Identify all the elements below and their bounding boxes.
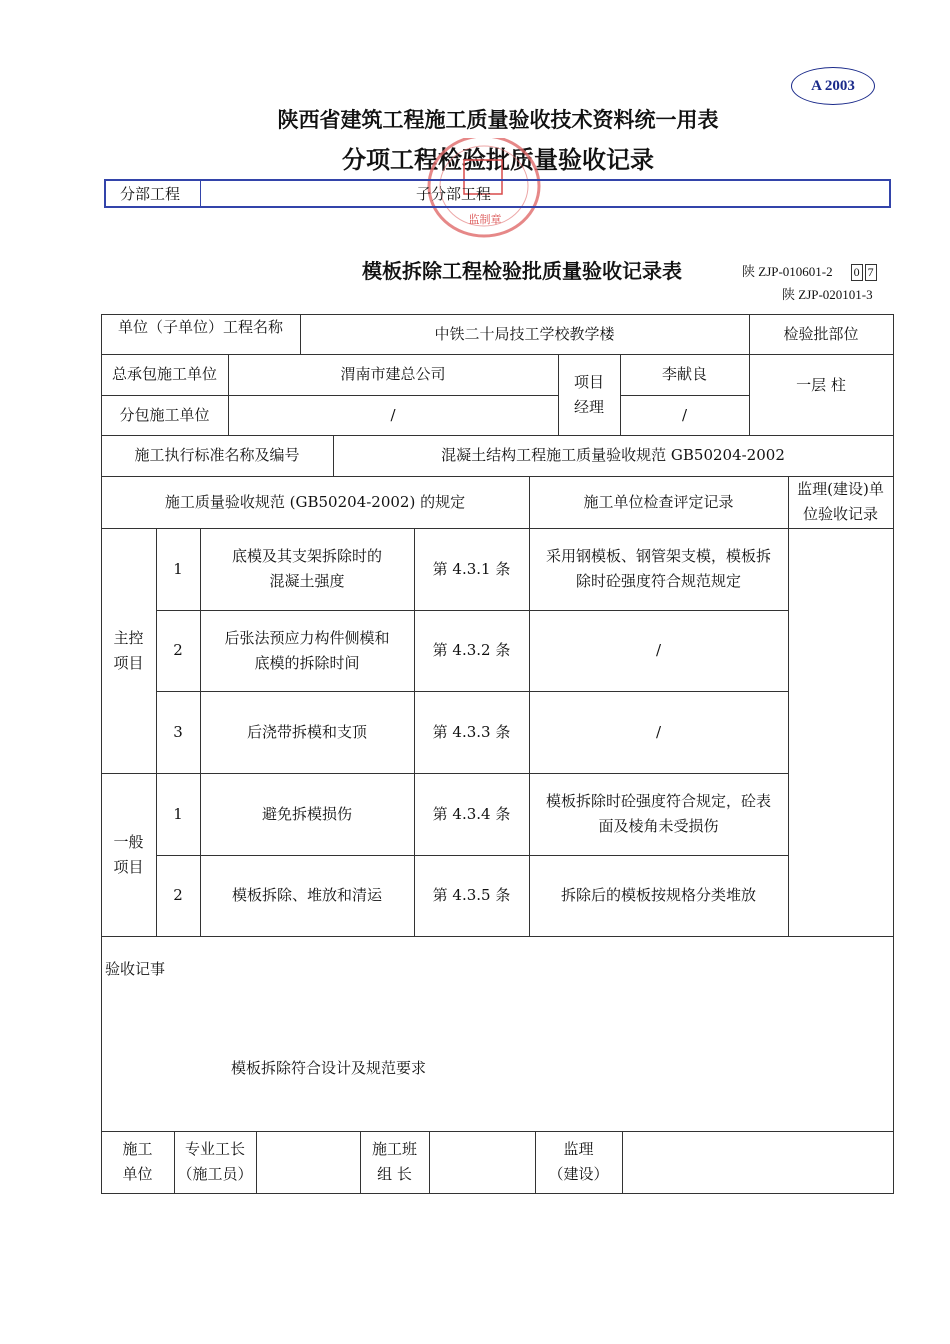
project-manager-label: 项目 经理 [573, 372, 604, 416]
subcontractor-value: / [390, 405, 396, 424]
batch-location-label: 检验批部位 [783, 324, 859, 343]
item-number: 1 [173, 559, 183, 578]
item-name: 模板拆除、堆放和清运 [231, 886, 382, 904]
item-clause: 第 4.3.3 条 [432, 722, 511, 741]
item-record: / [655, 641, 662, 659]
stamp-label: 监制章 [468, 213, 502, 226]
item-name: 后浇带拆模和支顶 [246, 722, 367, 741]
supervision-header: 监理(建设)单 位验收记录 [797, 480, 884, 523]
sub-header-table [104, 179, 891, 208]
unit-name-label: 单位（子单位）工程名称 [117, 317, 283, 336]
item-name: 底模及其支架拆除时的 混凝土强度 [231, 547, 382, 590]
item-name: 后张法预应力构件侧模和 底模的拆除时间 [224, 628, 390, 672]
check-record-header: 施工单位检查评定记录 [583, 492, 734, 511]
item-clause: 第 4.3.1 条 [432, 559, 511, 578]
page-title: 陕西省建筑工程施工质量验收技术资料统一用表 [277, 108, 719, 132]
page-subtitle: 分项工程检验批质量验收记录 [342, 146, 654, 174]
project-manager-value: 李献良 [661, 365, 707, 383]
item-record: 拆除后的模板按规格分类堆放 [560, 886, 756, 904]
main-control-group: 主控 项目 [113, 628, 144, 672]
fenbu-label: 分部工程 [120, 185, 181, 203]
general-contractor-value: 渭南市建总公司 [340, 365, 446, 383]
form-title: 模板拆除工程检验批质量验收记录表 [362, 259, 682, 283]
form-code-2: 陕 ZJP-020101-3 [782, 287, 873, 302]
item-number: 2 [173, 886, 183, 904]
spec-header: 施工质量验收规范 (GB50204-2002) 的规定 [164, 492, 466, 511]
version-badge: A 2003 [791, 67, 875, 105]
item-name: 避免拆模损伤 [261, 804, 352, 823]
item-record: 模板拆除时砼强度符合规定，砼表 面及棱角未受损伤 [545, 792, 771, 835]
batch-location-value: 一层 柱 [796, 375, 846, 394]
item-record: 采用钢模板、钢管架支模，模板拆 除时砼强度符合规范规定 [545, 547, 771, 590]
construction-unit-label: 施工 单位 [122, 1140, 153, 1183]
item-clause: 第 4.3.4 条 [432, 804, 511, 823]
item-number: 2 [173, 641, 183, 659]
general-contractor-label: 总承包施工单位 [111, 365, 217, 383]
standard-label: 施工执行标准名称及编号 [134, 446, 300, 464]
team-leader-label: 施工班 组 长 [371, 1140, 417, 1183]
zifenbu-label: 子分部工程 [416, 185, 492, 203]
acceptance-label: 验收记事 [105, 960, 166, 978]
code-digit-2: 7 [865, 264, 877, 281]
item-number: 3 [173, 722, 183, 741]
item-clause: 第 4.3.2 条 [432, 641, 511, 659]
supervision-signature-label: 监理 （建设） [548, 1140, 609, 1183]
acceptance-text: 模板拆除符合设计及规范要求 [231, 1059, 427, 1077]
subcontractor-pm-value: / [681, 405, 688, 424]
item-number: 1 [173, 804, 183, 823]
general-group: 一般 项目 [113, 832, 144, 876]
item-clause: 第 4.3.5 条 [432, 886, 511, 904]
subcontractor-label: 分包施工单位 [119, 405, 210, 424]
foreman-label: 专业工长 （施工员） [177, 1140, 253, 1183]
code-digit-1: 0 [851, 264, 863, 281]
standard-value: 混凝土结构工程施工质量验收规范 GB50204-2002 [441, 446, 785, 464]
unit-name-value: 中铁二十局技工学校教学楼 [434, 324, 615, 343]
item-record: / [655, 722, 662, 741]
form-code-1: 陕 ZJP-010601-2 0 7 [742, 261, 877, 281]
